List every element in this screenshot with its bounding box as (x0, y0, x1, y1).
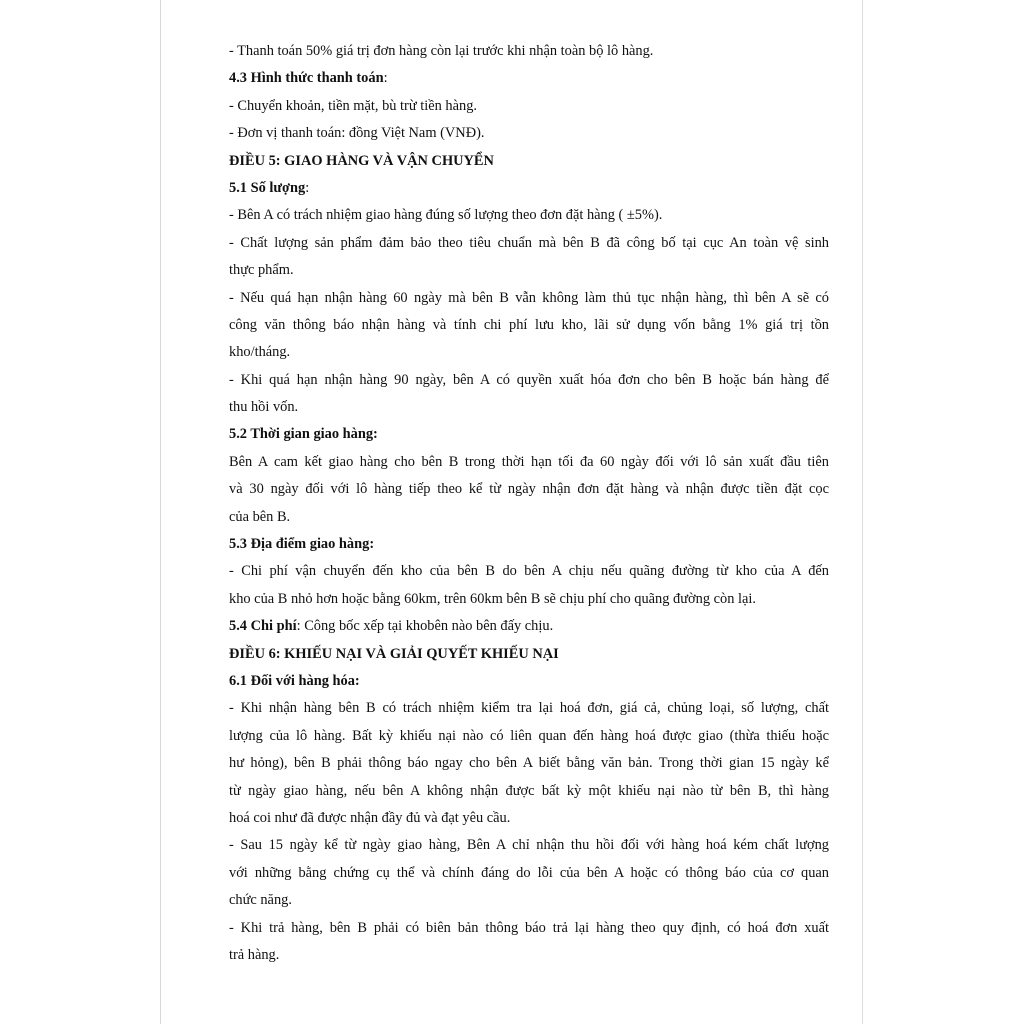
subsection-text: : (305, 179, 310, 196)
paragraph-line: trả hàng. (229, 946, 280, 963)
section-heading: ĐIỀU 5: GIAO HÀNG VÀ VẬN CHUYỂN (229, 152, 494, 169)
paragraph-line: - Khi trả hàng, bên B phải có biên bản thông báo trả lại hàng theo quy định, có hoá đơn xuất (229, 919, 829, 936)
section-heading: 5.2 Thời gian giao hàng: (229, 426, 378, 443)
paragraph-line: Bên A cam kết giao hàng cho bên B trong thời hạn tối đa 60 ngày đối với lô sản xuất đầu tiên (229, 453, 829, 470)
paragraph-line: - Sau 15 ngày kể từ ngày giao hàng, Bên A chỉ nhận thu hồi đối với hàng hoá kém chất lượng (229, 837, 829, 854)
paragraph-line: hoá coi như đã được nhận đầy đủ và đạt yêu cầu. (229, 809, 511, 826)
page-left-edge (160, 0, 161, 1024)
subsection-text: : (383, 70, 388, 87)
paragraph-line: chức năng. (229, 892, 292, 909)
paragraph-line: kho/tháng. (229, 344, 291, 361)
paragraph-line: - Đơn vị thanh toán: đồng Việt Nam (VNĐ). (229, 125, 485, 142)
paragraph-line: hư hỏng), bên B phải thông báo ngay cho bên A biết bằng văn bản. Trong thời gian 15 ngày kể (229, 755, 829, 772)
paragraph-line: - Thanh toán 50% giá trị đơn hàng còn lại trước khi nhận toàn bộ lô hàng. (229, 43, 654, 59)
page-right-edge (862, 0, 863, 1024)
paragraph-line: thực phẩm. (229, 262, 294, 279)
section-heading: ĐIỀU 6: KHIẾU NẠI VÀ GIẢI QUYẾT KHIẾU NẠI (229, 645, 559, 662)
paragraph-line: - Khi quá hạn nhận hàng 90 ngày, bên A có quyền xuất hóa đơn cho bên B hoặc bán hàng để (229, 371, 829, 388)
paragraph-line: công văn thông báo nhận hàng và tính chi phí lưu kho, lãi sử dụng vốn bằng 1% giá trị tồn (229, 316, 829, 333)
paragraph-line: - Bên A có trách nhiệm giao hàng đúng số lượng theo đơn đặt hàng ( ±5%). (229, 207, 663, 224)
subsection-label (229, 175, 829, 202)
paragraph-line: - Chuyển khoản, tiền mặt, bù trừ tiền hàng. (229, 97, 477, 114)
paragraph-line: - Chi phí vận chuyển đến kho của bên B do bên A chịu nếu quãng đường từ kho của A đến (229, 563, 829, 580)
paragraph-line: thu hồi vốn. (229, 399, 299, 416)
subsection-label (229, 65, 829, 92)
paragraph-line: - Nếu quá hạn nhận hàng 60 ngày mà bên B vẫn không làm thủ tục nhận hàng, thì bên A sẽ có (229, 289, 829, 306)
subsection-title: 4.3 Hình thức thanh toán (229, 70, 384, 87)
subsection-text: : Công bốc xếp tại khobên nào bên đấy chịu. (296, 618, 554, 635)
subsection-label (229, 613, 829, 640)
paragraph-line: với những bằng chứng cụ thể và chính đáng do lỗi của bên A hoặc có thông báo của cơ quan (229, 864, 829, 881)
section-heading: 6.1 Đối với hàng hóa: (229, 672, 360, 689)
paragraph-line: kho của B nhỏ hơn hoặc bằng 60km, trên 60km bên B sẽ chịu phí cho quãng đường còn lại. (229, 590, 756, 607)
subsection-title: 5.4 Chi phí (229, 618, 297, 635)
document-page (229, 38, 829, 969)
paragraph-line: - Chất lượng sản phẩm đảm bảo theo tiêu chuẩn mà bên B đã công bố tại cục An toàn vệ sinh (229, 234, 829, 251)
paragraph-line: của bên B. (229, 508, 291, 525)
paragraph-line: - Khi nhận hàng bên B có trách nhiệm kiểm tra lại hoá đơn, giá cả, chủng loại, số lượng, chất (229, 700, 829, 717)
subsection-title: 5.1 Số lượng (229, 179, 306, 196)
paragraph-line: lượng của lô hàng. Bất kỳ khiếu nại nào có liên quan đến hàng hoá được giao (thừa thiếu hoặc (229, 727, 829, 744)
paragraph-line: từ ngày giao hàng, nếu bên A không nhận được bất kỳ một khiếu nại nào từ bên B, thì hàng (229, 782, 829, 799)
paragraph-line: và 30 ngày đối với lô hàng tiếp theo kể từ ngày nhận đơn đặt hàng và nhận được tiền đặt cọc (229, 481, 829, 498)
section-heading: 5.3 Địa điểm giao hàng: (229, 536, 375, 553)
